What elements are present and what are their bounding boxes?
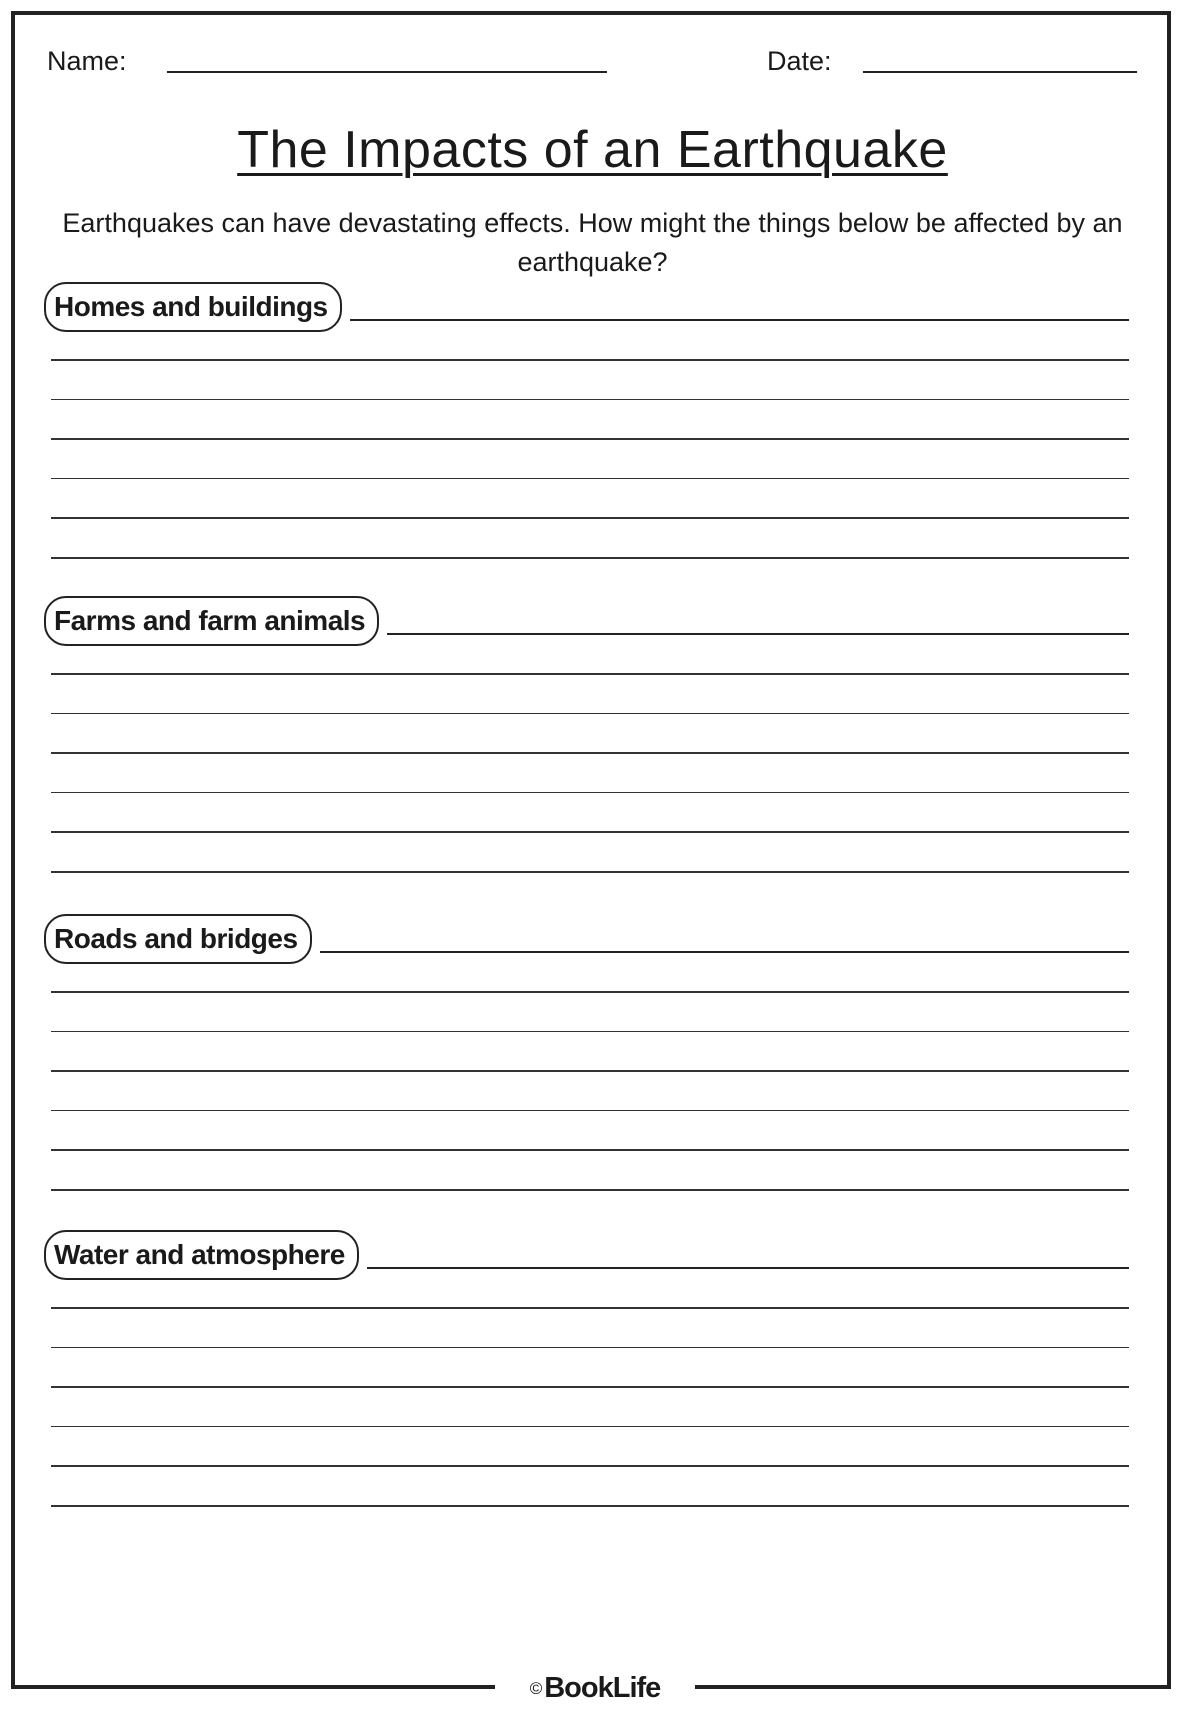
section-2 [0,596,1185,896]
section-1 [0,282,1185,582]
answer-line[interactable] [367,1267,1129,1269]
answer-line[interactable] [51,1031,1129,1033]
section-heading: Farms and farm animals [44,596,379,646]
footer-logo [495,1672,695,1705]
answer-line[interactable] [51,438,1129,440]
name-field-line[interactable] [167,71,607,73]
answer-line[interactable] [51,991,1129,993]
answer-line[interactable] [51,1386,1129,1388]
copyright-symbol: © [529,1679,542,1698]
answer-line[interactable] [387,633,1129,635]
name-label: Name: [47,46,127,76]
answer-line[interactable] [51,1189,1129,1191]
answer-line[interactable] [51,1307,1129,1309]
answer-line[interactable] [51,478,1129,480]
brand-name: BookLife [544,1672,661,1704]
date-field-line[interactable] [863,71,1137,73]
answer-line[interactable] [51,871,1129,873]
answer-line[interactable] [51,1465,1129,1467]
answer-line[interactable] [51,1110,1129,1112]
section-heading: Water and atmosphere [44,1230,359,1280]
answer-line[interactable] [51,831,1129,833]
answer-line[interactable] [51,517,1129,519]
answer-line[interactable] [51,673,1129,675]
section-3 [0,914,1185,1214]
section-4 [0,1230,1185,1530]
answer-line[interactable] [51,1070,1129,1072]
answer-line[interactable] [51,713,1129,715]
page-title [0,120,1185,180]
answer-line[interactable] [51,792,1129,794]
page-title-text: The Impacts of an Earthquake [237,121,948,179]
intro-text: Earthquakes can have devastating effects. How might the things below be affected by an earthquake? [62,208,1123,277]
answer-line[interactable] [51,1149,1129,1151]
answer-line[interactable] [51,752,1129,754]
answer-line[interactable] [51,399,1129,401]
answer-line[interactable] [51,1505,1129,1507]
answer-line[interactable] [51,1426,1129,1428]
section-heading: Homes and buildings [44,282,342,332]
answer-line[interactable] [51,1347,1129,1349]
date-label: Date: [767,46,832,76]
answer-line[interactable] [350,319,1129,321]
answer-line[interactable] [51,359,1129,361]
section-heading: Roads and bridges [44,914,312,964]
answer-line[interactable] [51,557,1129,559]
answer-line[interactable] [320,951,1129,953]
